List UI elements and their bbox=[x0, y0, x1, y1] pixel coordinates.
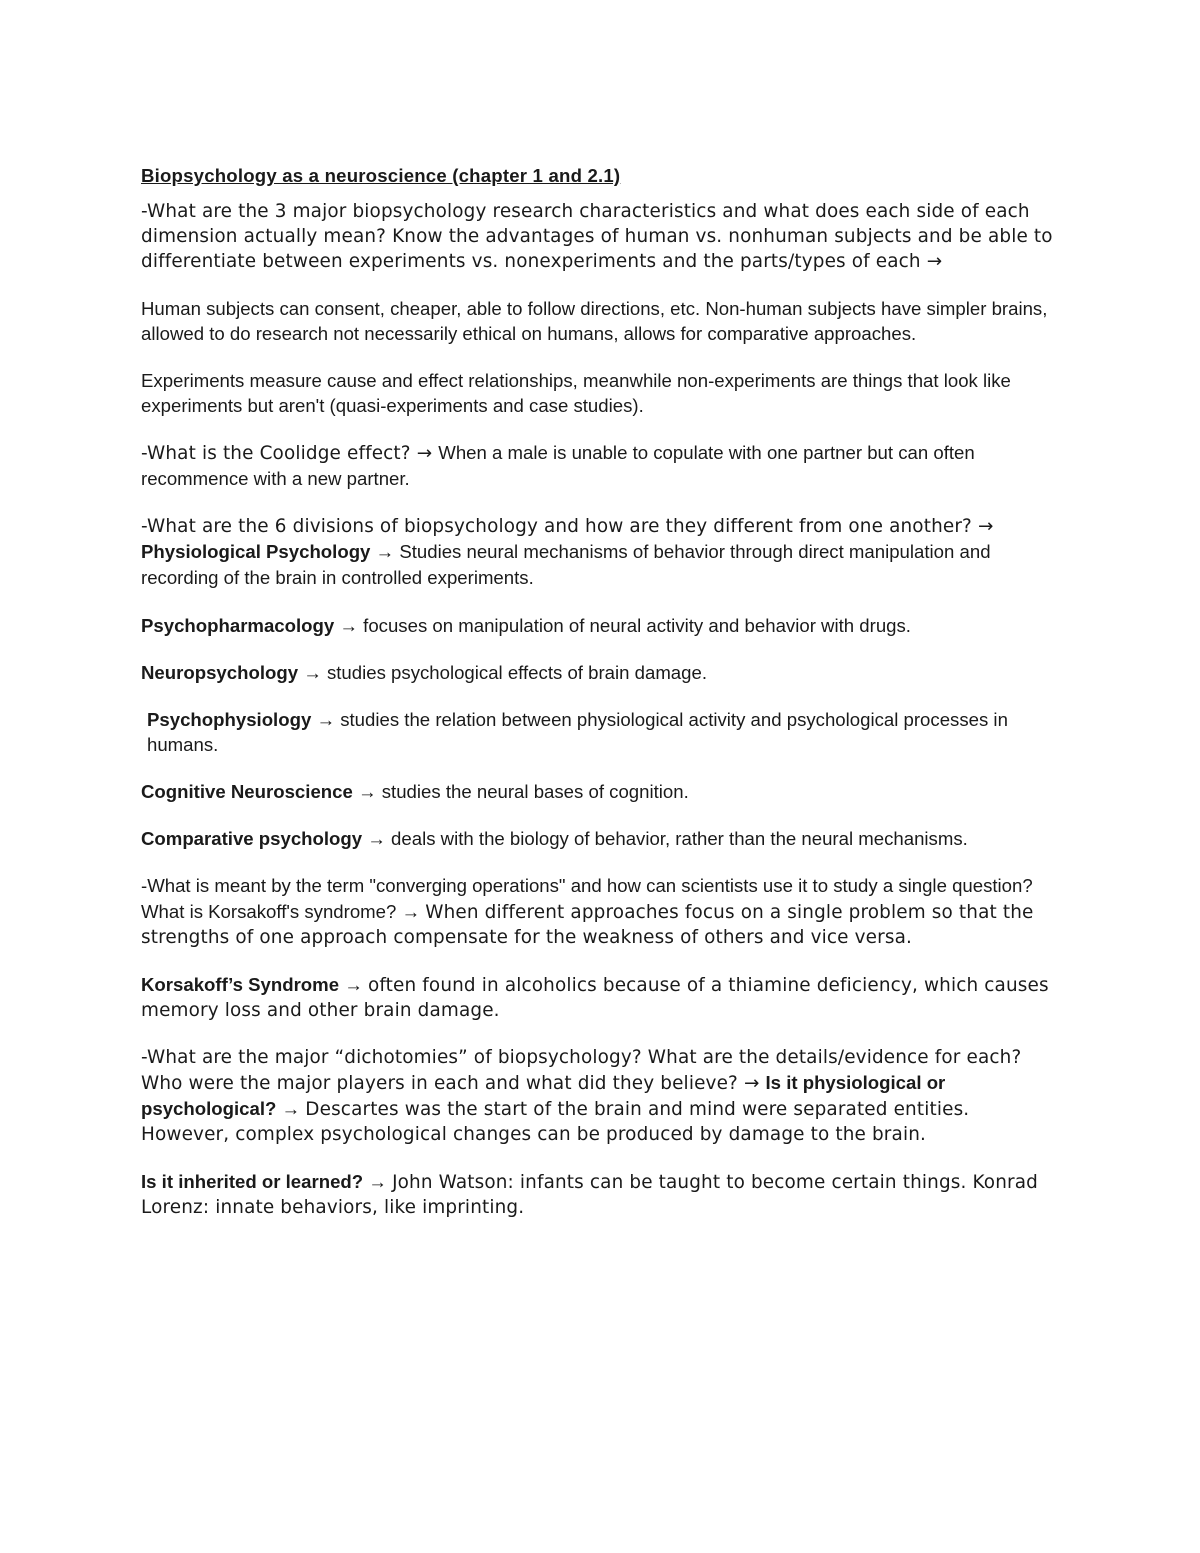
division-term: Psychopharmacology bbox=[141, 615, 335, 636]
division-desc: → focuses on manipulation of neural activity and behavior with drugs. bbox=[334, 615, 911, 636]
division-neuropsychology bbox=[141, 660, 1056, 685]
answer-converging-text: When different approaches focus on a single problem so that the strengths of one approach compensate for the weakness of others and vice versa. bbox=[141, 902, 1034, 948]
question-divisions-text: -What are the 6 divisions of biopsychology and how are they different from one another? → bbox=[141, 516, 994, 537]
page-title: Biopsychology as a neuroscience (chapter 1 and 2.1) bbox=[141, 165, 621, 186]
question-dichotomies-text: -What are the major “dichotomies” of biopsychology? What are the details/evidence for each? Who were the major players in each and what did they believe? → bbox=[141, 1047, 1022, 1094]
division-term: Comparative psychology bbox=[141, 828, 363, 849]
question-divisions bbox=[141, 514, 1056, 591]
question-converging-operations bbox=[141, 873, 1056, 950]
korsakoff-desc: often found in alcoholics because of a thiamine deficiency, which causes memory loss and other brain damage. bbox=[141, 975, 1049, 1021]
arrow: → bbox=[363, 1171, 393, 1192]
dichotomy-desc: John Watson: infants can be taught to become certain things. Konrad Lorenz: innate behaviors, like imprinting. bbox=[141, 1172, 1038, 1218]
dichotomy-inherited-learned bbox=[141, 1169, 1056, 1220]
korsakoff-paragraph bbox=[141, 972, 1056, 1023]
division-psychophysiology bbox=[141, 707, 1056, 757]
division-term: Neuropsychology bbox=[141, 662, 299, 683]
answer-subjects: Human subjects can consent, cheaper, able to follow directions, etc. Non-human subjects have simpler brains, allowed to do research not necessarily ethical on humans, allows for comparative approaches. bbox=[141, 298, 1048, 344]
arrow: → bbox=[276, 1098, 306, 1119]
division-desc: → studies psychological effects of brain damage. bbox=[298, 662, 707, 683]
division-desc: → deals with the biology of behavior, rather than the neural mechanisms. bbox=[362, 828, 968, 849]
division-term: Psychophysiology bbox=[147, 709, 312, 730]
division-desc: → Studies neural mechanisms of behavior through direct manipulation and recording of the brain in controlled experiments. bbox=[141, 541, 991, 588]
dichotomy-term: Is it inherited or learned? bbox=[141, 1171, 364, 1192]
dichotomy-term: Is it physiological or psychological? bbox=[141, 1072, 946, 1119]
division-term: Cognitive Neuroscience bbox=[141, 781, 353, 802]
question-research-characteristics: -What are the 3 major biopsychology research characteristics and what does each side of each dimension actually mean? Know the advantages of human vs. nonhuman subjects and be able to differentiate between experiments vs. nonexperiments and the parts/types of each → bbox=[141, 201, 1053, 272]
question-coolidge-effect bbox=[141, 440, 1056, 492]
question-dichotomies bbox=[141, 1045, 1056, 1147]
division-term: Physiological Psychology bbox=[141, 541, 371, 562]
answer-experiments: Experiments measure cause and effect relationships, meanwhile non-experiments are things that look like experiments but aren't (quasi-experiments and case studies). bbox=[141, 370, 1011, 416]
question-converging-text: -What is meant by the term "converging operations" and how can scientists use it to study a single question? What is Korsakoff's syndrome? → bbox=[141, 875, 1033, 922]
division-cognitive-neuroscience bbox=[141, 779, 1056, 804]
document-body bbox=[141, 163, 1056, 1242]
question-coolidge-text: -What is the Coolidge effect? → bbox=[141, 443, 439, 464]
division-desc: → studies the relation between physiological activity and psychological processes in humans. bbox=[147, 709, 1008, 755]
division-desc: → studies the neural bases of cognition. bbox=[352, 781, 689, 802]
arrow: → bbox=[339, 974, 368, 995]
division-psychopharmacology bbox=[141, 613, 1056, 638]
answer-coolidge-text: When a male is unable to copulate with one partner but can often recommence with a new partner. bbox=[141, 442, 975, 489]
korsakoff-term: Korsakoff’s Syndrome bbox=[141, 974, 340, 995]
division-comparative-psychology bbox=[141, 826, 1056, 851]
dichotomy-desc: Descartes was the start of the brain and mind were separated entities. However, complex psychological changes can be produced by damage to the brain. bbox=[141, 1099, 970, 1145]
